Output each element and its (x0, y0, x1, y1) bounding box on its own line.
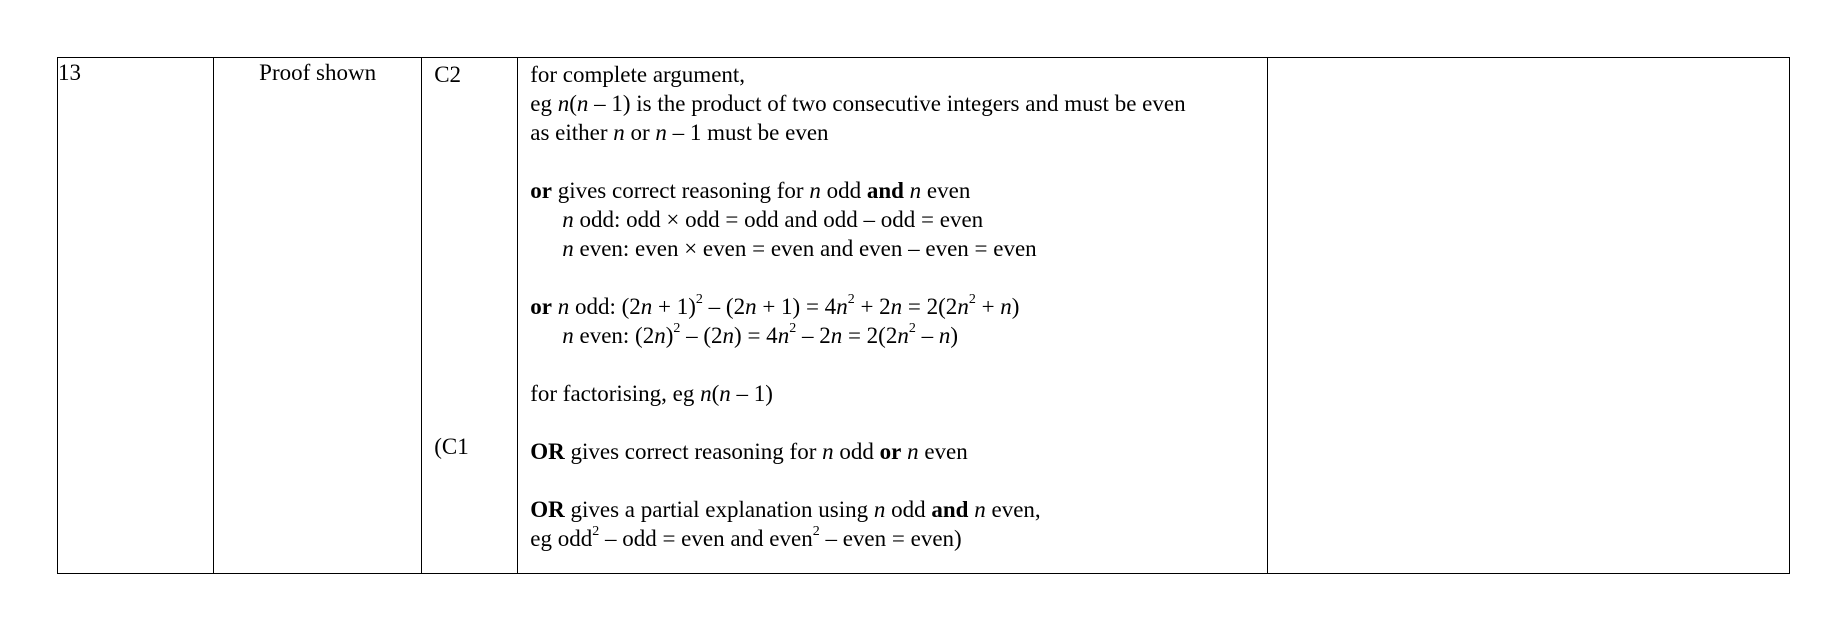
additional-guidance-cell (1267, 58, 1789, 574)
comment-line: for complete argument, (530, 62, 746, 87)
table-row (58, 58, 1790, 574)
comment-line: n odd: odd × odd = odd and odd – odd = even (562, 207, 984, 232)
mark-code: (C1 (434, 434, 469, 459)
comment-line: OR gives a partial explanation using n odd and n even, (530, 497, 1041, 522)
answer-cell (214, 58, 422, 574)
comment-line: eg odd$^2$ – odd = even and even$^2$ – even = even) (530, 524, 962, 551)
question-number (58, 58, 214, 574)
comment-line: or n odd: $(2n + 1)^2 - (2n + 1) = 4n^2 + 2n = 2(2n^2 + n)$ (530, 292, 1020, 319)
comment-line: or gives correct reasoning for n odd and n even (530, 178, 971, 203)
comment-line: as either n or n – 1 must be even (530, 120, 829, 145)
comment-line: n even: $(2n)^2 - (2n) = 4n^2 - 2n = 2(2n^2 - n)$ (562, 321, 958, 348)
mark-code: C2 (434, 62, 462, 87)
marks-cell (422, 58, 518, 574)
mark-scheme-table (57, 57, 1790, 574)
comment-line: for factorising, eg n(n – 1) (530, 381, 773, 406)
comment-line: OR gives correct reasoning for n odd or n even (530, 439, 968, 464)
question-number-text: 13 (58, 60, 81, 85)
comment-line: eg n(n – 1) is the product of two consecutive integers and must be even (530, 91, 1186, 116)
comment-line: n even: even × even = even and even – even = even (562, 236, 1037, 261)
mark-scheme-comments (518, 58, 1267, 574)
answer-text: Proof shown (259, 60, 377, 85)
